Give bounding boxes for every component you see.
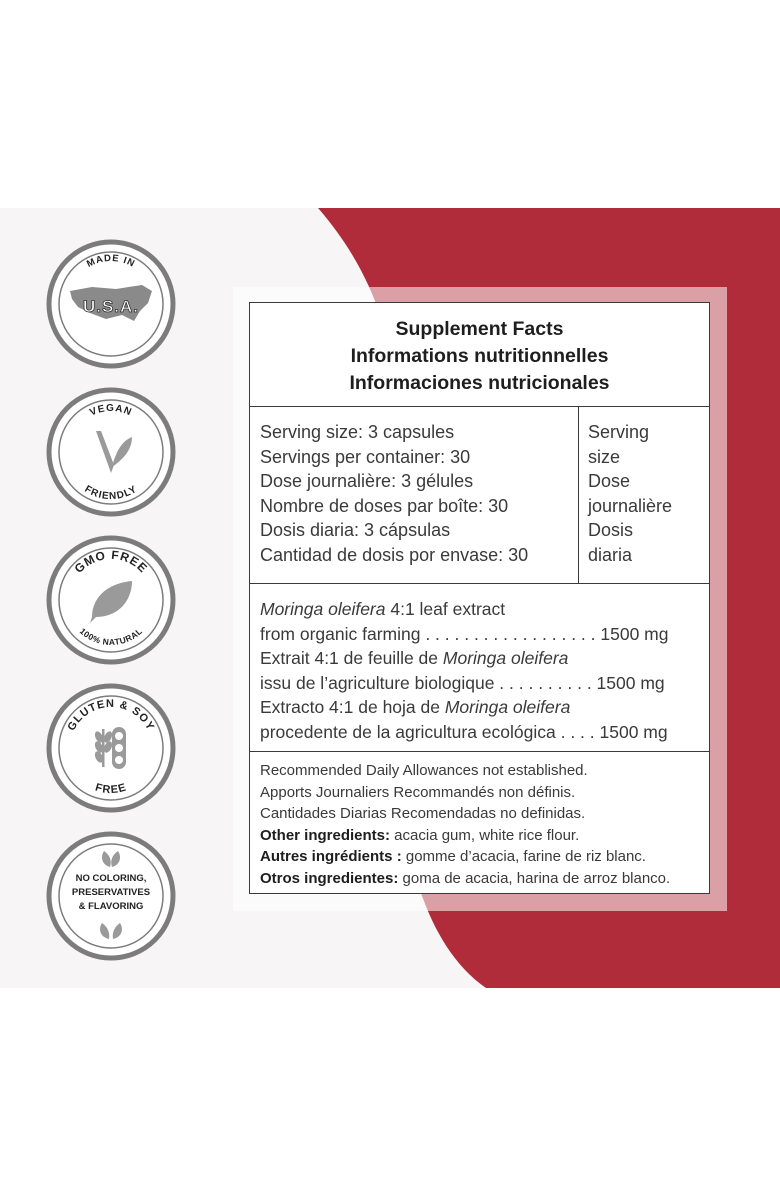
other-ingredients-text: goma de acacia, harina de arroz blanco. [398, 869, 671, 887]
ingredient-es-name: Moringa oleifera [444, 697, 571, 718]
ingredient-en-name: Moringa oleifera [260, 599, 386, 619]
facts-title-fr: Informations nutritionnelles [350, 345, 609, 367]
supplement-facts-table [249, 302, 710, 894]
other-ingredients-label: Other ingredients: [260, 826, 391, 844]
ingredient-en-line2: from organic farming . . . . . . . . . . . . . . . . . . 1500 mg [260, 623, 669, 644]
other-ingredients-text: acacia gum, white rice flour. [390, 826, 580, 844]
serving-column-header [579, 407, 709, 583]
serving-col-line: size [588, 446, 621, 467]
ingredient-en-rest: 4:1 leaf extract [385, 599, 506, 619]
badge-text-preservatives: PRESERVATIVES [71, 887, 151, 898]
serving-size-fr: Dose journalière: 3 gélules [260, 471, 474, 492]
ingredients-section [250, 584, 709, 752]
no-coloring-badge [46, 831, 176, 961]
serving-size-en: Serving size: 3 capsules [260, 422, 455, 442]
made-in-usa-badge [46, 239, 176, 369]
other-ingredients-text: gomme d’acacia, farine de riz blanc. [401, 848, 646, 866]
serving-info [250, 407, 579, 583]
other-ingredients-label: Autres ingrédients : [260, 848, 402, 866]
ingredient-fr-name: Moringa oleifera [442, 648, 569, 669]
badge-text-flavoring: & FLAVORING [78, 901, 144, 912]
servings-per-container-en: Servings per container: 30 [260, 446, 471, 467]
servings-per-container-fr: Nombre de doses par boîte: 30 [260, 495, 509, 516]
ingredient-fr-line2: issu de l’agriculture biologique . . . . . . . . . . 1500 mg [260, 672, 665, 693]
other-ingredients-es [260, 868, 709, 890]
serving-col-line: Dosis [588, 520, 634, 541]
facts-title-es: Informaciones nutricionales [349, 372, 610, 394]
badge-text-no-coloring: NO COLORING, [75, 873, 147, 884]
other-ingredients-label: Otros ingredientes: [260, 869, 399, 887]
ingredient-es-prefix: Extracto 4:1 de hoja de [260, 697, 445, 718]
ingredient-es-line1 [260, 695, 709, 720]
other-ingredients-fr [260, 846, 709, 868]
badge-text-friendly: FRIENDLY [82, 483, 140, 503]
serving-col-line: Dose [588, 471, 631, 492]
badge-text-vegan: VEGAN [88, 402, 134, 419]
ingredient-es-line2: procedente de la agricultura ecológica . . . . 1500 mg [260, 721, 668, 742]
vegan-friendly-badge [46, 387, 176, 517]
serving-size-es: Dosis diaria: 3 cápsulas [260, 520, 451, 541]
serving-col-line: journalière [588, 495, 673, 516]
notes-section [250, 752, 709, 890]
servings-per-container-es: Cantidad de dosis por envase: 30 [260, 544, 529, 565]
badge-text-usa: U.S.A. [82, 297, 140, 316]
ingredient-fr-prefix: Extrait 4:1 de feuille de [260, 648, 443, 669]
ingredient-en-line1 [260, 597, 709, 622]
ingredient-fr-line1 [260, 646, 709, 671]
serving-col-line: Serving [588, 422, 650, 442]
badge-text-gluten-soy: GLUTEN & SOY [65, 697, 157, 733]
rda-note-fr: Apports Journaliers Recommandés non définis. [260, 783, 576, 801]
badge-text-made-in: MADE IN [85, 252, 138, 270]
gluten-soy-free-badge [46, 683, 176, 813]
serving-section [250, 407, 709, 584]
badge-text-free: FREE [93, 781, 129, 797]
rda-note-es: Cantidades Diarias Recomendadas no definidas. [260, 805, 586, 823]
facts-title-en: Supplement Facts [395, 318, 564, 340]
badge-text-gmo-free: GMO FREE [71, 547, 151, 576]
badge-text-natural: 100% NATURAL [77, 625, 145, 648]
facts-header [250, 303, 709, 407]
rda-note-en: Recommended Daily Allowances not established. [260, 762, 588, 779]
gmo-free-badge [46, 535, 176, 665]
other-ingredients-en [260, 825, 709, 847]
serving-col-line: diaria [588, 544, 633, 565]
